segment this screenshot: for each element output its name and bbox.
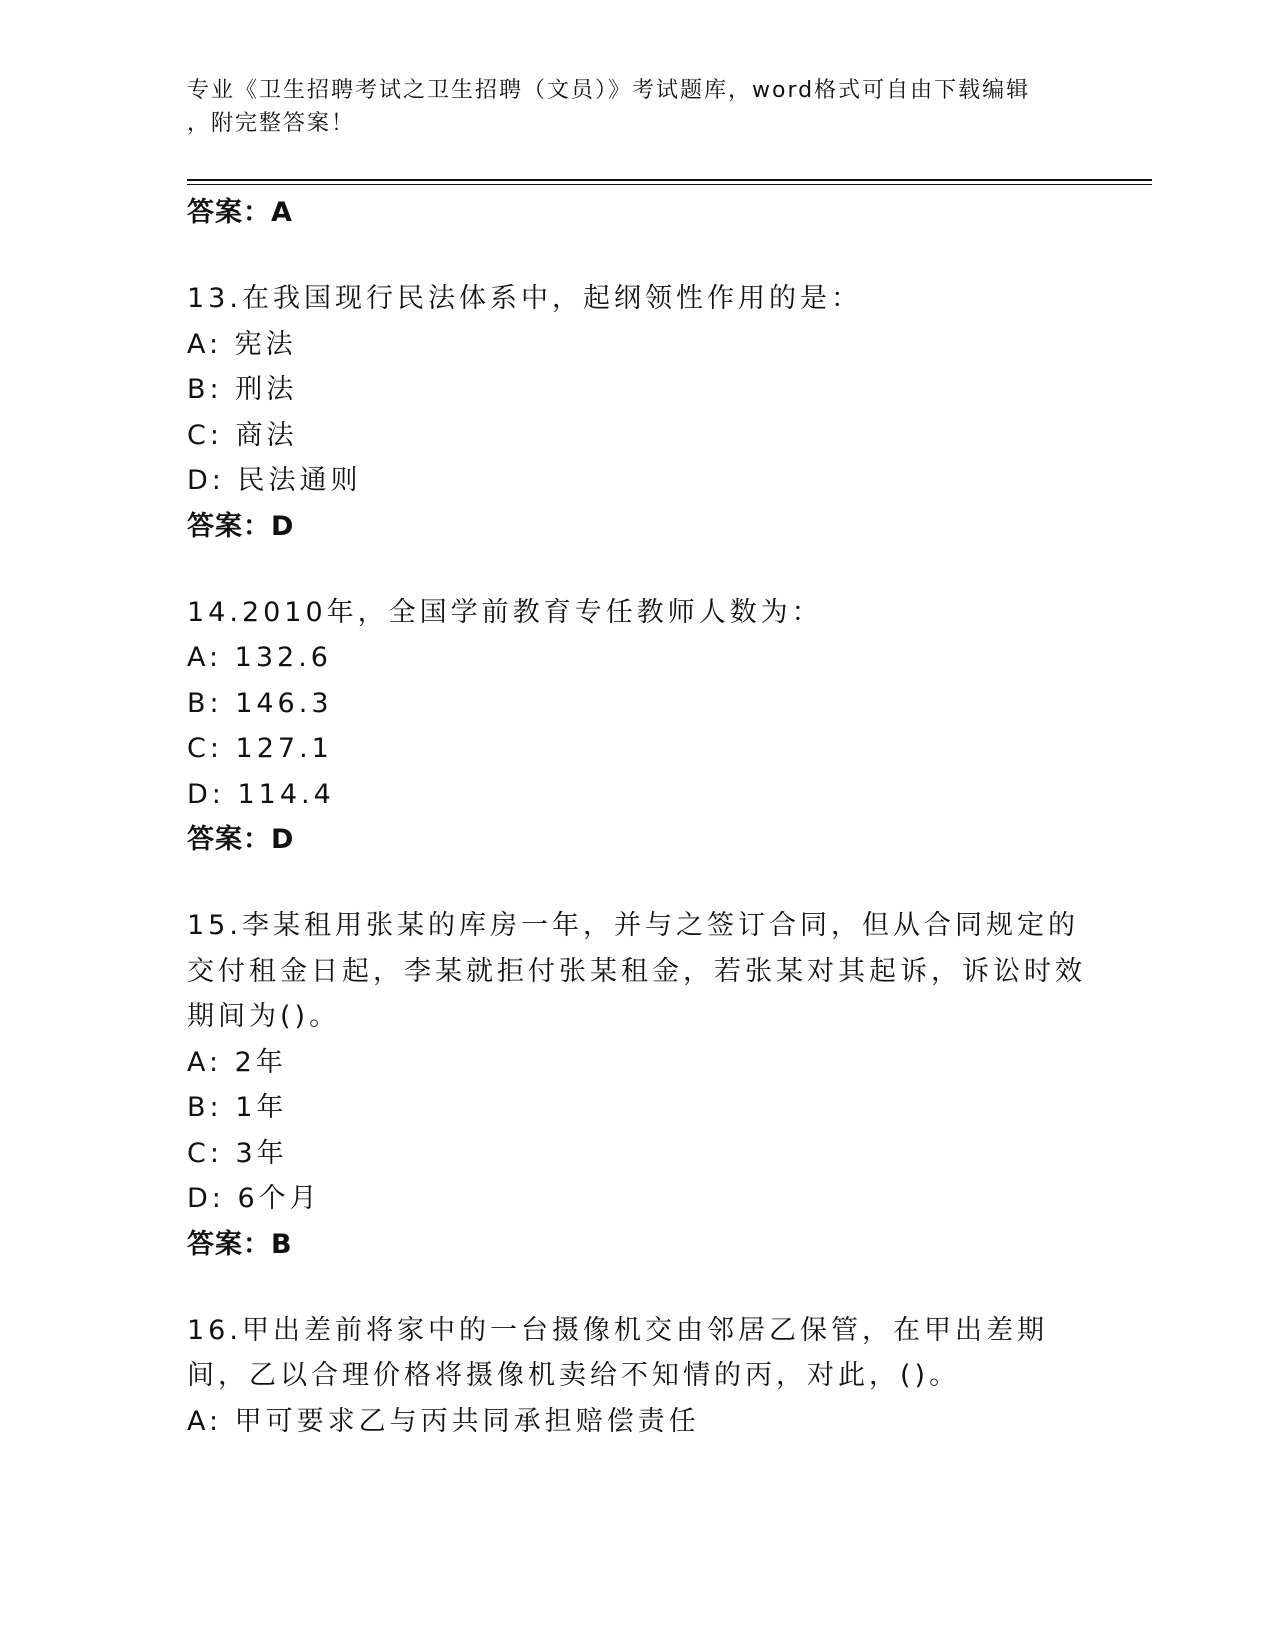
option-d: D: 民法通则 bbox=[187, 465, 362, 496]
option-c: C: 3年 bbox=[187, 1137, 288, 1169]
option-c: C: 127.1 bbox=[187, 733, 333, 764]
answer-line: 答案：B bbox=[187, 1228, 293, 1260]
option-a: A: 宪法 bbox=[187, 328, 297, 360]
option-a: A: 甲可要求乙与丙共同承担赔偿责任 bbox=[187, 1405, 700, 1437]
answer-line: 答案：A bbox=[187, 197, 293, 228]
question-item bbox=[187, 1308, 1087, 1445]
question-item bbox=[187, 276, 1087, 550]
option-c: C: 商法 bbox=[187, 419, 298, 451]
question-text: 13.在我国现行民法体系中，起纲领性作用的是： bbox=[187, 283, 862, 314]
question-list bbox=[187, 190, 1087, 1444]
option-a: A: 2年 bbox=[187, 1046, 287, 1078]
option-d: D: 6个月 bbox=[187, 1183, 321, 1214]
question-item bbox=[187, 903, 1087, 1268]
option-b: B: 146.3 bbox=[187, 687, 333, 719]
question-item bbox=[187, 590, 1087, 864]
option-d: D: 114.4 bbox=[187, 778, 335, 810]
answer-line: 答案：D bbox=[187, 510, 295, 542]
page-header: 专业《卫生招聘考试之卫生招聘（文员）》考试题库，word格式可自由下载编辑 ，附完整答案！ bbox=[187, 78, 1031, 136]
option-a: A: 132.6 bbox=[187, 642, 332, 673]
header-divider-thin bbox=[187, 184, 1152, 185]
option-b: B: 1年 bbox=[187, 1092, 288, 1123]
answer-line: 答案：D bbox=[187, 824, 295, 855]
question-text: 14.2010年，全国学前教育专任教师人数为： bbox=[187, 596, 823, 628]
option-b: B: 刑法 bbox=[187, 374, 298, 405]
header-divider bbox=[187, 179, 1152, 181]
question-text: 16.甲出差前将家中的一台摄像机交由邻居乙保管，在甲出差期间，乙以合理价格将摄像机卖给不知情的丙，对此，()。 bbox=[187, 1314, 1048, 1391]
question-text: 15.李某租用张某的库房一年，并与之签订合同，但从合同规定的交付租金日起，李某就拒付张某租金，若张某对其起诉，诉讼时效期间为()。 bbox=[187, 910, 1086, 1032]
